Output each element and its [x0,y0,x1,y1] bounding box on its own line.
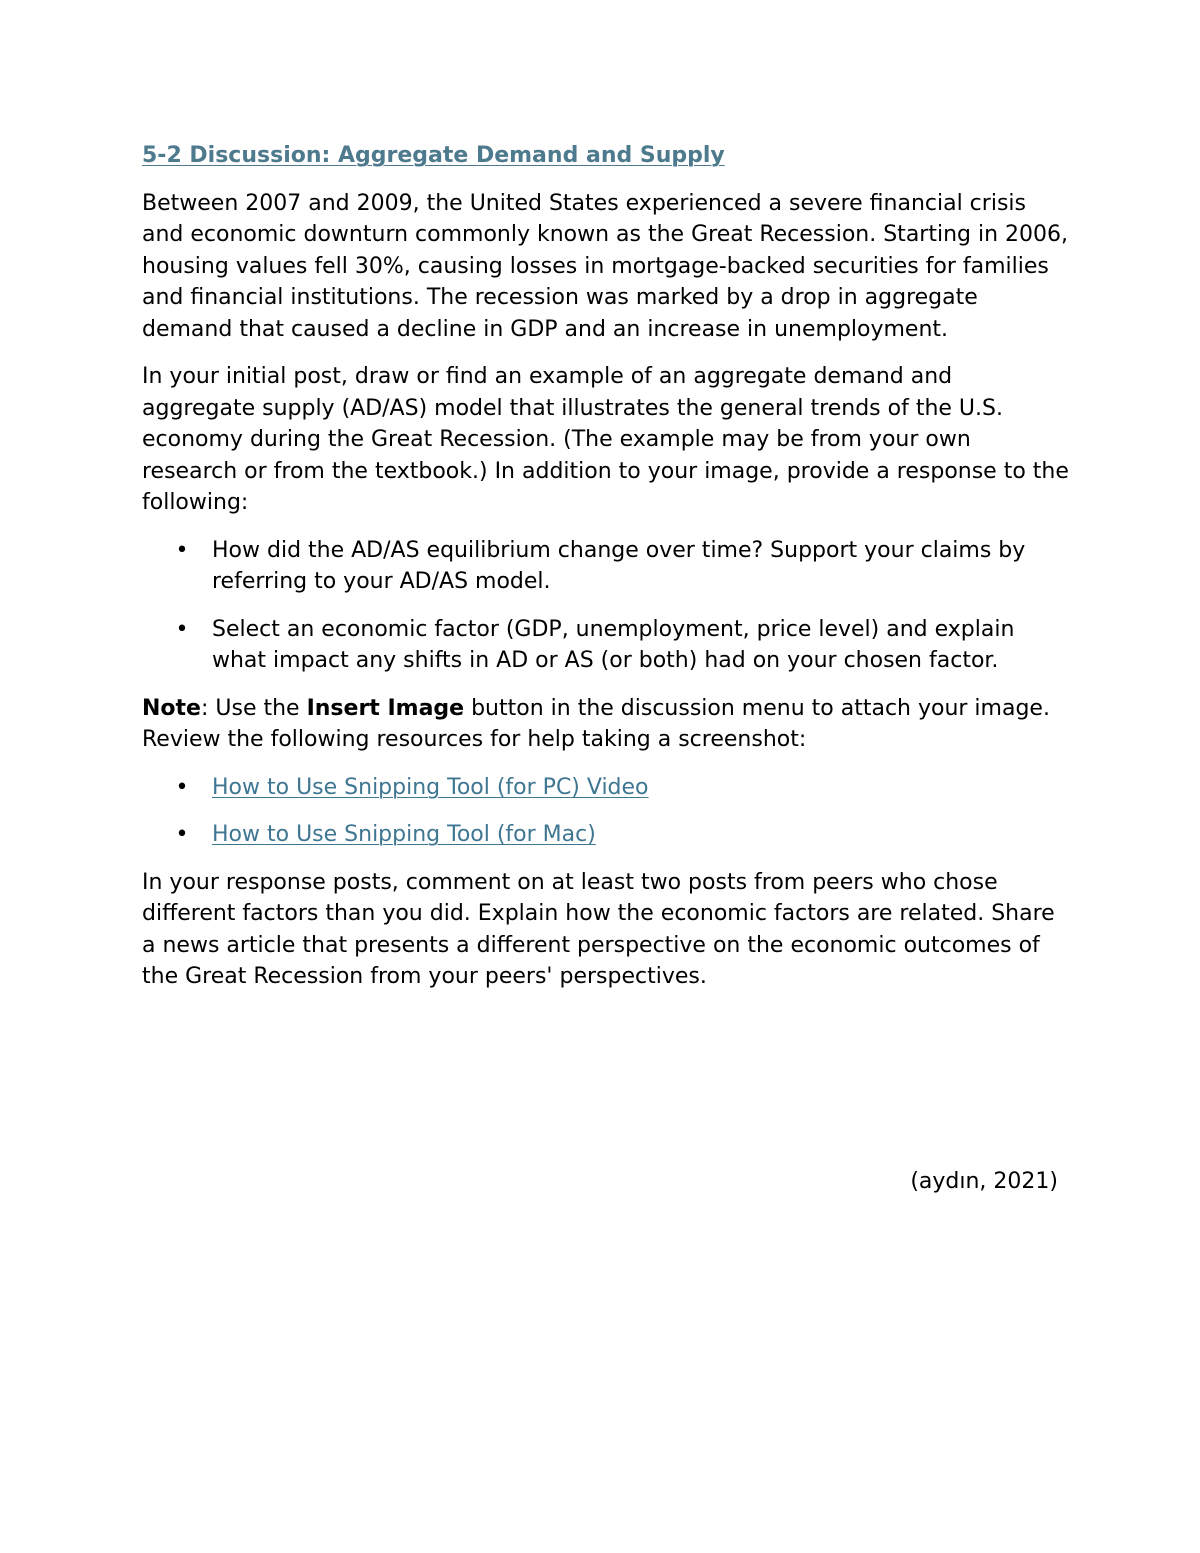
snipping-tool-mac-link[interactable]: How to Use Snipping Tool (for Mac) [212,822,596,847]
bullet-icon: • [175,774,189,800]
insert-image-label: Insert Image [306,695,465,721]
page-title [142,140,1072,172]
document-body [142,140,1072,1009]
bullet-icon: • [175,822,189,847]
bullet-icon: • [175,537,189,563]
citation: (aydın, 2021) [910,1169,1058,1194]
bullet-icon: • [175,616,189,642]
questions-list [142,535,1072,677]
snipping-tool-pc-link[interactable]: How to Use Snipping Tool (for PC) Video [212,774,649,800]
prompt-paragraph: In your initial post, draw or find an example of an aggregate demand and aggregate supply (AD/AS) model that illustrates the general trends of the U.S. economy during the Great Recession. (The example may be from your own research or from the textbook.) In addition to your image, provide a response to the following: [142,364,1069,515]
intro-paragraph: Between 2007 and 2009, the United States experienced a severe financial crisis and economic downturn commonly known as the Great Recession. Starting in 2006, housing values fell 30%, causing losses in mortgage-backed securities for families and financial institutions. The recession was marked by a drop in aggregate demand that caused a decline in GDP and an increase in unemployment. [142,190,1069,342]
note-paragraph [142,693,1072,756]
list-item [142,614,1072,677]
question-text: Select an economic factor (GDP, unemployment, price level) and explain what impact any shifts in AD or AS (or both) had on your chosen factor. [212,616,1015,673]
title-link[interactable]: 5-2 Discussion: Aggregate Demand and Supply [142,143,725,168]
note-text: : Use the [200,695,307,721]
note-text: button in the discussion menu to attach your image. Review the following resources for help taking a screenshot: [142,695,1050,752]
list-item [142,772,1072,804]
response-paragraph: In your response posts, comment on at least two posts from peers who chose different factors than you did. Explain how the economic factors are related. Share a news article that presents a different perspective on the economic outcomes of the Great Recession from your peers' perspectives. [142,869,1055,989]
list-item [142,535,1072,598]
resources-list [142,772,1072,851]
note-label: Note [142,695,201,721]
question-text: How did the AD/AS equilibrium change over time? Support your claims by referring to your AD/AS model. [212,537,1026,594]
list-item [142,819,1072,851]
